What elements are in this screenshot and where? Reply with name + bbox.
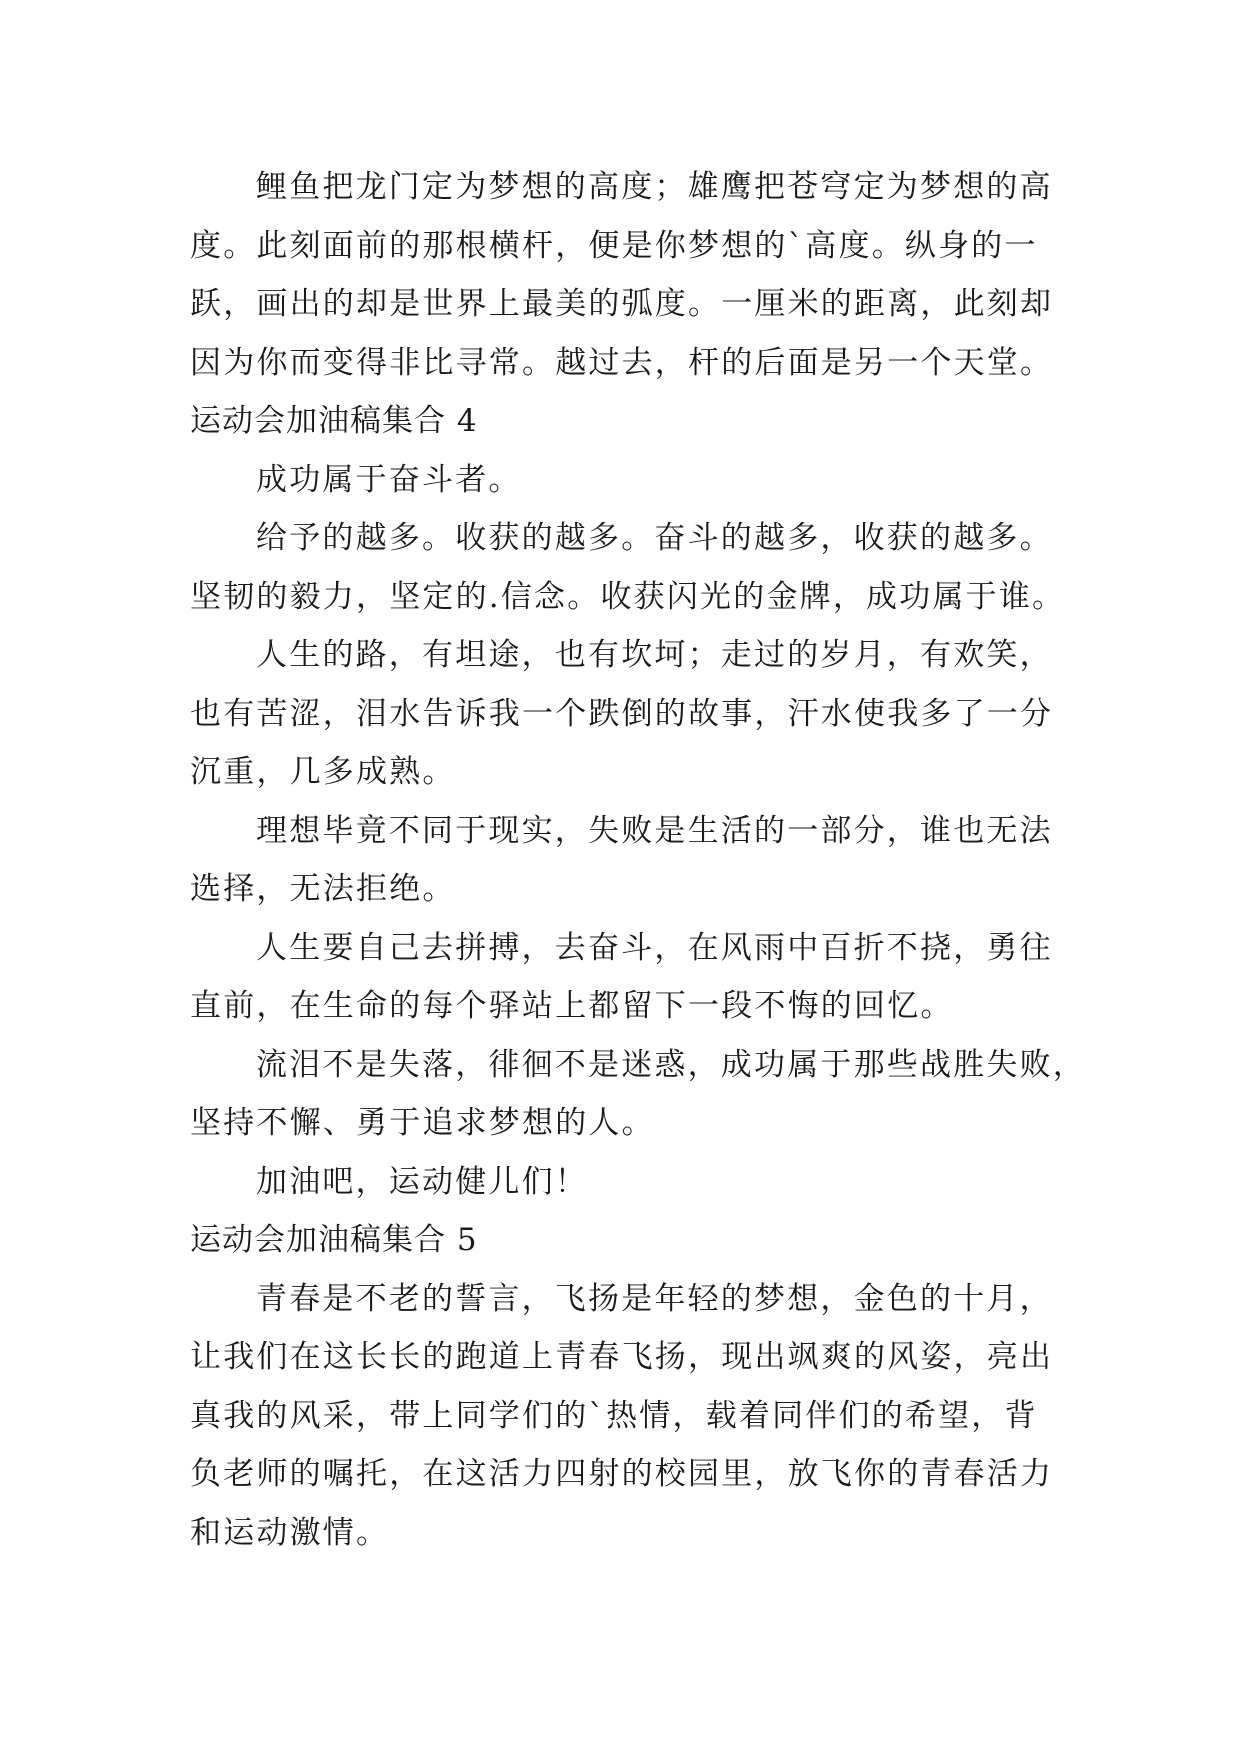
paragraph-line: 人生要自己去拼搏，去奋斗，在风雨中百折不挠，勇往	[256, 929, 1053, 966]
paragraph-line: 因为你而变得非比寻常。越过去，杆的后面是另一个天堂。	[190, 344, 1054, 381]
paragraph-line: 跃，画出的却是世界上最美的弧度。一厘米的距离，此刻却	[190, 286, 1054, 322]
paragraph-line: 人生的路，有坦途，也有坎坷；走过的岁月，有欢笑，	[256, 637, 1053, 673]
document-body	[190, 158, 1086, 1562]
paragraph-line: 鲤鱼把龙门定为梦想的高度；雄鹰把苍穹定为梦想的高	[256, 169, 1053, 205]
paragraph-line: 理想毕竟不同于现实，失败是生活的一部分，谁也无法	[256, 812, 1053, 849]
paragraph-line: 流泪不是失落，徘徊不是迷惑，成功属于那些战胜失败，	[256, 1046, 1086, 1083]
paragraph-line: 真我的风采，带上同学们的`热情，载着同伴们的希望，背	[190, 1397, 1038, 1434]
paragraph-line: 和运动激情。	[190, 1514, 390, 1551]
paragraph-line: 负老师的嘱托，在这活力四射的校园里，放飞你的青春活力	[190, 1456, 1054, 1492]
paragraph-line: 直前，在生命的每个驿站上都留下一段不悔的回忆。	[190, 988, 954, 1024]
paragraph-line: 给予的越多。收获的越多。奋斗的越多，收获的越多。	[256, 520, 1053, 556]
paragraph-line: 坚韧的毅力，坚定的.信念。收获闪光的金牌，成功属于谁。	[190, 578, 1066, 615]
paragraph-line: 度。此刻面前的那根横杆，便是你梦想的`高度。纵身的一	[190, 227, 1038, 264]
section-heading: 运动会加油稿集合 4	[190, 403, 478, 439]
paragraph-line: 青春是不老的誓言，飞扬是年轻的梦想，金色的十月，	[256, 1280, 1053, 1317]
section-heading: 运动会加油稿集合 5	[190, 1222, 478, 1258]
paragraph-line: 让我们在这长长的跑道上青春飞扬，现出飒爽的风姿，亮出	[190, 1339, 1054, 1375]
paragraph-line: 选择，无法拒绝。	[190, 871, 456, 907]
paragraph-line: 沉重，几多成熟。	[190, 754, 456, 790]
paragraph-line: 坚持不懈、勇于追求梦想的人。	[190, 1105, 655, 1141]
paragraph-line: 成功属于奋斗者。	[256, 461, 522, 498]
paragraph-line: 加油吧，运动健儿们！	[256, 1163, 588, 1200]
paragraph-line: 也有苦涩，泪水告诉我一个跌倒的故事，汗水使我多了一分	[190, 695, 1054, 732]
